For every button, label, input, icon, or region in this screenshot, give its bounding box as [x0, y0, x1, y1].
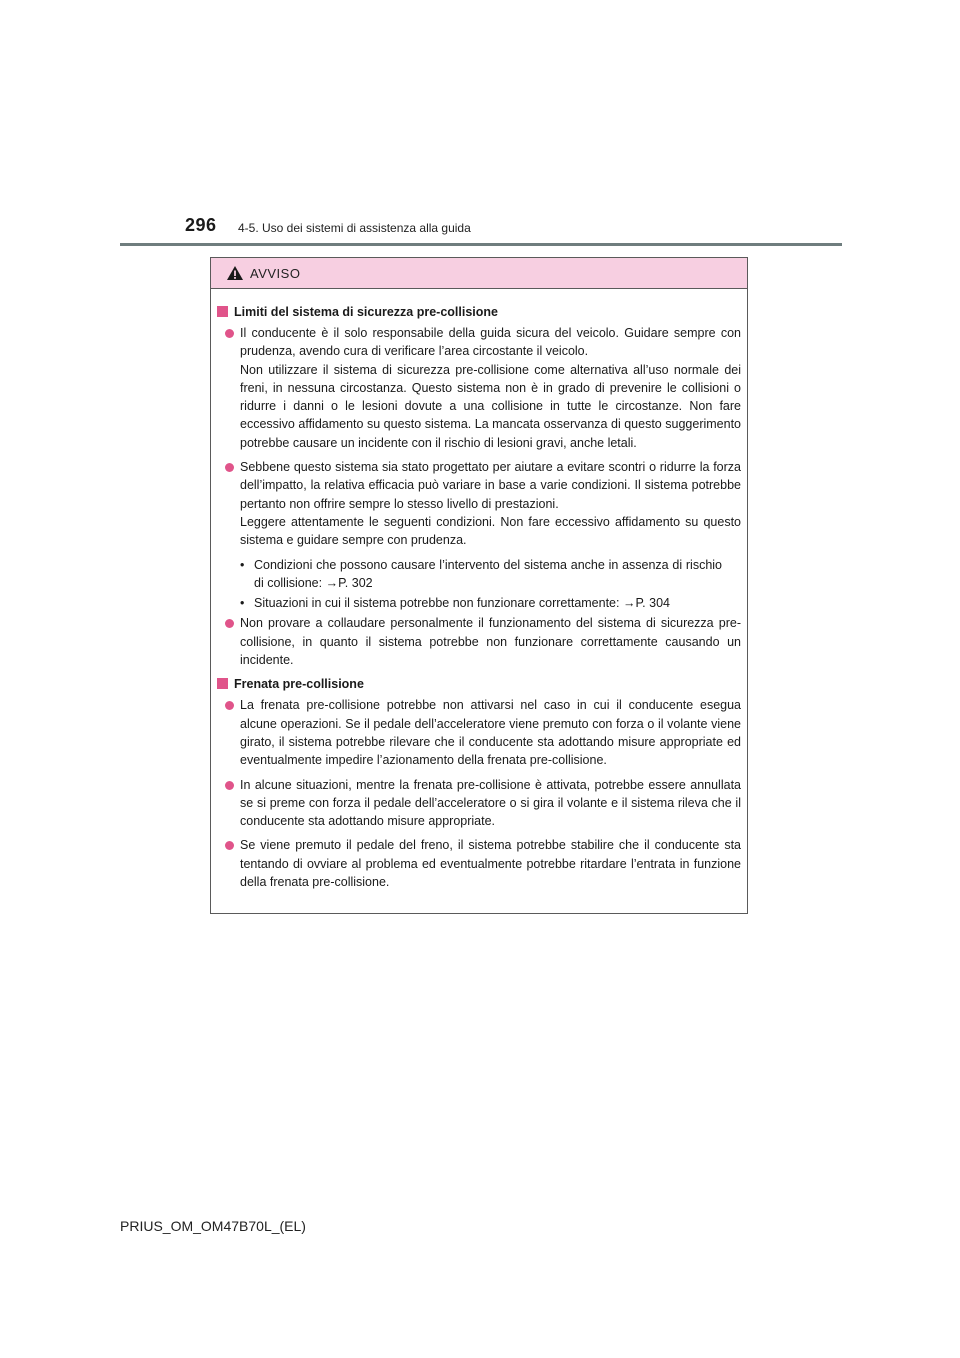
dot-bullet-icon	[225, 329, 234, 338]
section-heading-text: Limiti del sistema di sicurezza pre-collisione	[234, 305, 498, 319]
sub-bullet-icon: •	[240, 596, 245, 611]
section-heading	[217, 303, 741, 321]
page-header	[0, 0, 960, 250]
warning-triangle-icon	[226, 265, 244, 281]
page-number: 296	[185, 215, 217, 235]
section-heading-text: Frenata pre-collisione	[234, 677, 364, 692]
dot-bullet-icon	[225, 619, 234, 628]
item-paragraph: Se viene premuto il pedale del freno, il sistema potrebbe stabilire che il conducente sta tentando di ovviare al problema ed eventualmente potrebbe ritardare l’entrata in funzione della frenata pre-collisione.	[240, 838, 741, 890]
square-bullet-icon	[217, 678, 228, 689]
dot-bullet-icon	[225, 701, 234, 710]
item-paragraph: Il conducente è il solo responsabile della guida sicura del veicolo. Guidare sempre con prudenza, avendo cura di verificare l’area circostante il veicolo.	[240, 326, 741, 359]
list-item	[225, 836, 741, 891]
list-item	[225, 696, 741, 769]
item-paragraph: In alcune situazioni, mentre la frenata pre-collisione è attivata, potrebbe essere annullata se si preme con forza il pedale dell’acceleratore o si gira il volante e il sistema rileva che il conducente sta adottando misure appropriate.	[240, 777, 741, 829]
list-item	[225, 324, 741, 452]
warning-box	[210, 257, 748, 914]
item-paragraph: Non utilizzare il sistema di sicurezza pre-collisione come alternativa all’uso normale dei freni, in nessuna circostanza. Questo sistema non è in grado di prevenire le collisioni o ridurre i danni o le lesioni dovute a una collisione in tutte le circostanze. Non fare eccessivo affidamento su questo sistema. La mancata osservanza di questo suggerimento potrebbe causare un incidente con il rischio di lesioni gravi, anche letali.	[240, 362, 741, 450]
dot-bullet-icon	[225, 841, 234, 850]
warning-header	[211, 258, 747, 289]
dot-bullet-icon	[225, 463, 234, 472]
sub-bullet-icon: •	[240, 557, 245, 572]
item-paragraph: Non provare a collaudare personalmente il funzionamento del sistema di sicurezza pre-collisione, in quanto il sistema potrebbe non funzionare correttamente causando un incidente.	[240, 616, 741, 668]
item-paragraph: Sebbene questo sistema sia stato progettato per aiutare a evitare scontri o ridurre la forza dell’impatto, la relativa efficacia può variare in base a varie condizioni. Il sistema potrebbe pertanto non offrire sempre lo stesso livello di prestazioni.	[240, 460, 741, 511]
sub-list-item: • Condizioni che possono causare l’intervento del sistema anche in assenza di rischio di collisione: →P. 302	[240, 556, 722, 593]
list-item	[225, 614, 741, 669]
item-paragraph: La frenata pre-collisione potrebbe non attivarsi nel caso in cui il conducente esegua alcune operazioni. Se il pedale dell’acceleratore viene premuto con forza o il volante viene girato, il sistema potrebbe rilevare che il conducente sta adottando misure appropriate ed eventualmente impedire l’azionamento della frenata pre-collisione.	[240, 698, 741, 768]
dot-bullet-icon	[225, 781, 234, 790]
section-title: 4-5. Uso dei sistemi di assistenza alla guida	[238, 221, 471, 235]
header-divider	[120, 243, 842, 246]
sub-list	[240, 556, 741, 613]
warning-body	[211, 289, 747, 891]
warning-title: AVVISO	[250, 265, 301, 281]
square-bullet-icon	[217, 306, 228, 317]
sub-list-item: • Situazioni in cui il sistema potrebbe non funzionare correttamente: →P. 304	[240, 594, 722, 612]
item-paragraph: Leggere attentamente le seguenti condizioni. Non fare eccessivo affidamento su questo sistema e guidare sempre con prudenza.	[240, 514, 741, 548]
list-item	[225, 776, 741, 831]
section-heading	[217, 675, 741, 693]
list-item	[225, 458, 741, 549]
document-id: PRIUS_OM_OM47B70L_(EL)	[120, 1218, 306, 1234]
